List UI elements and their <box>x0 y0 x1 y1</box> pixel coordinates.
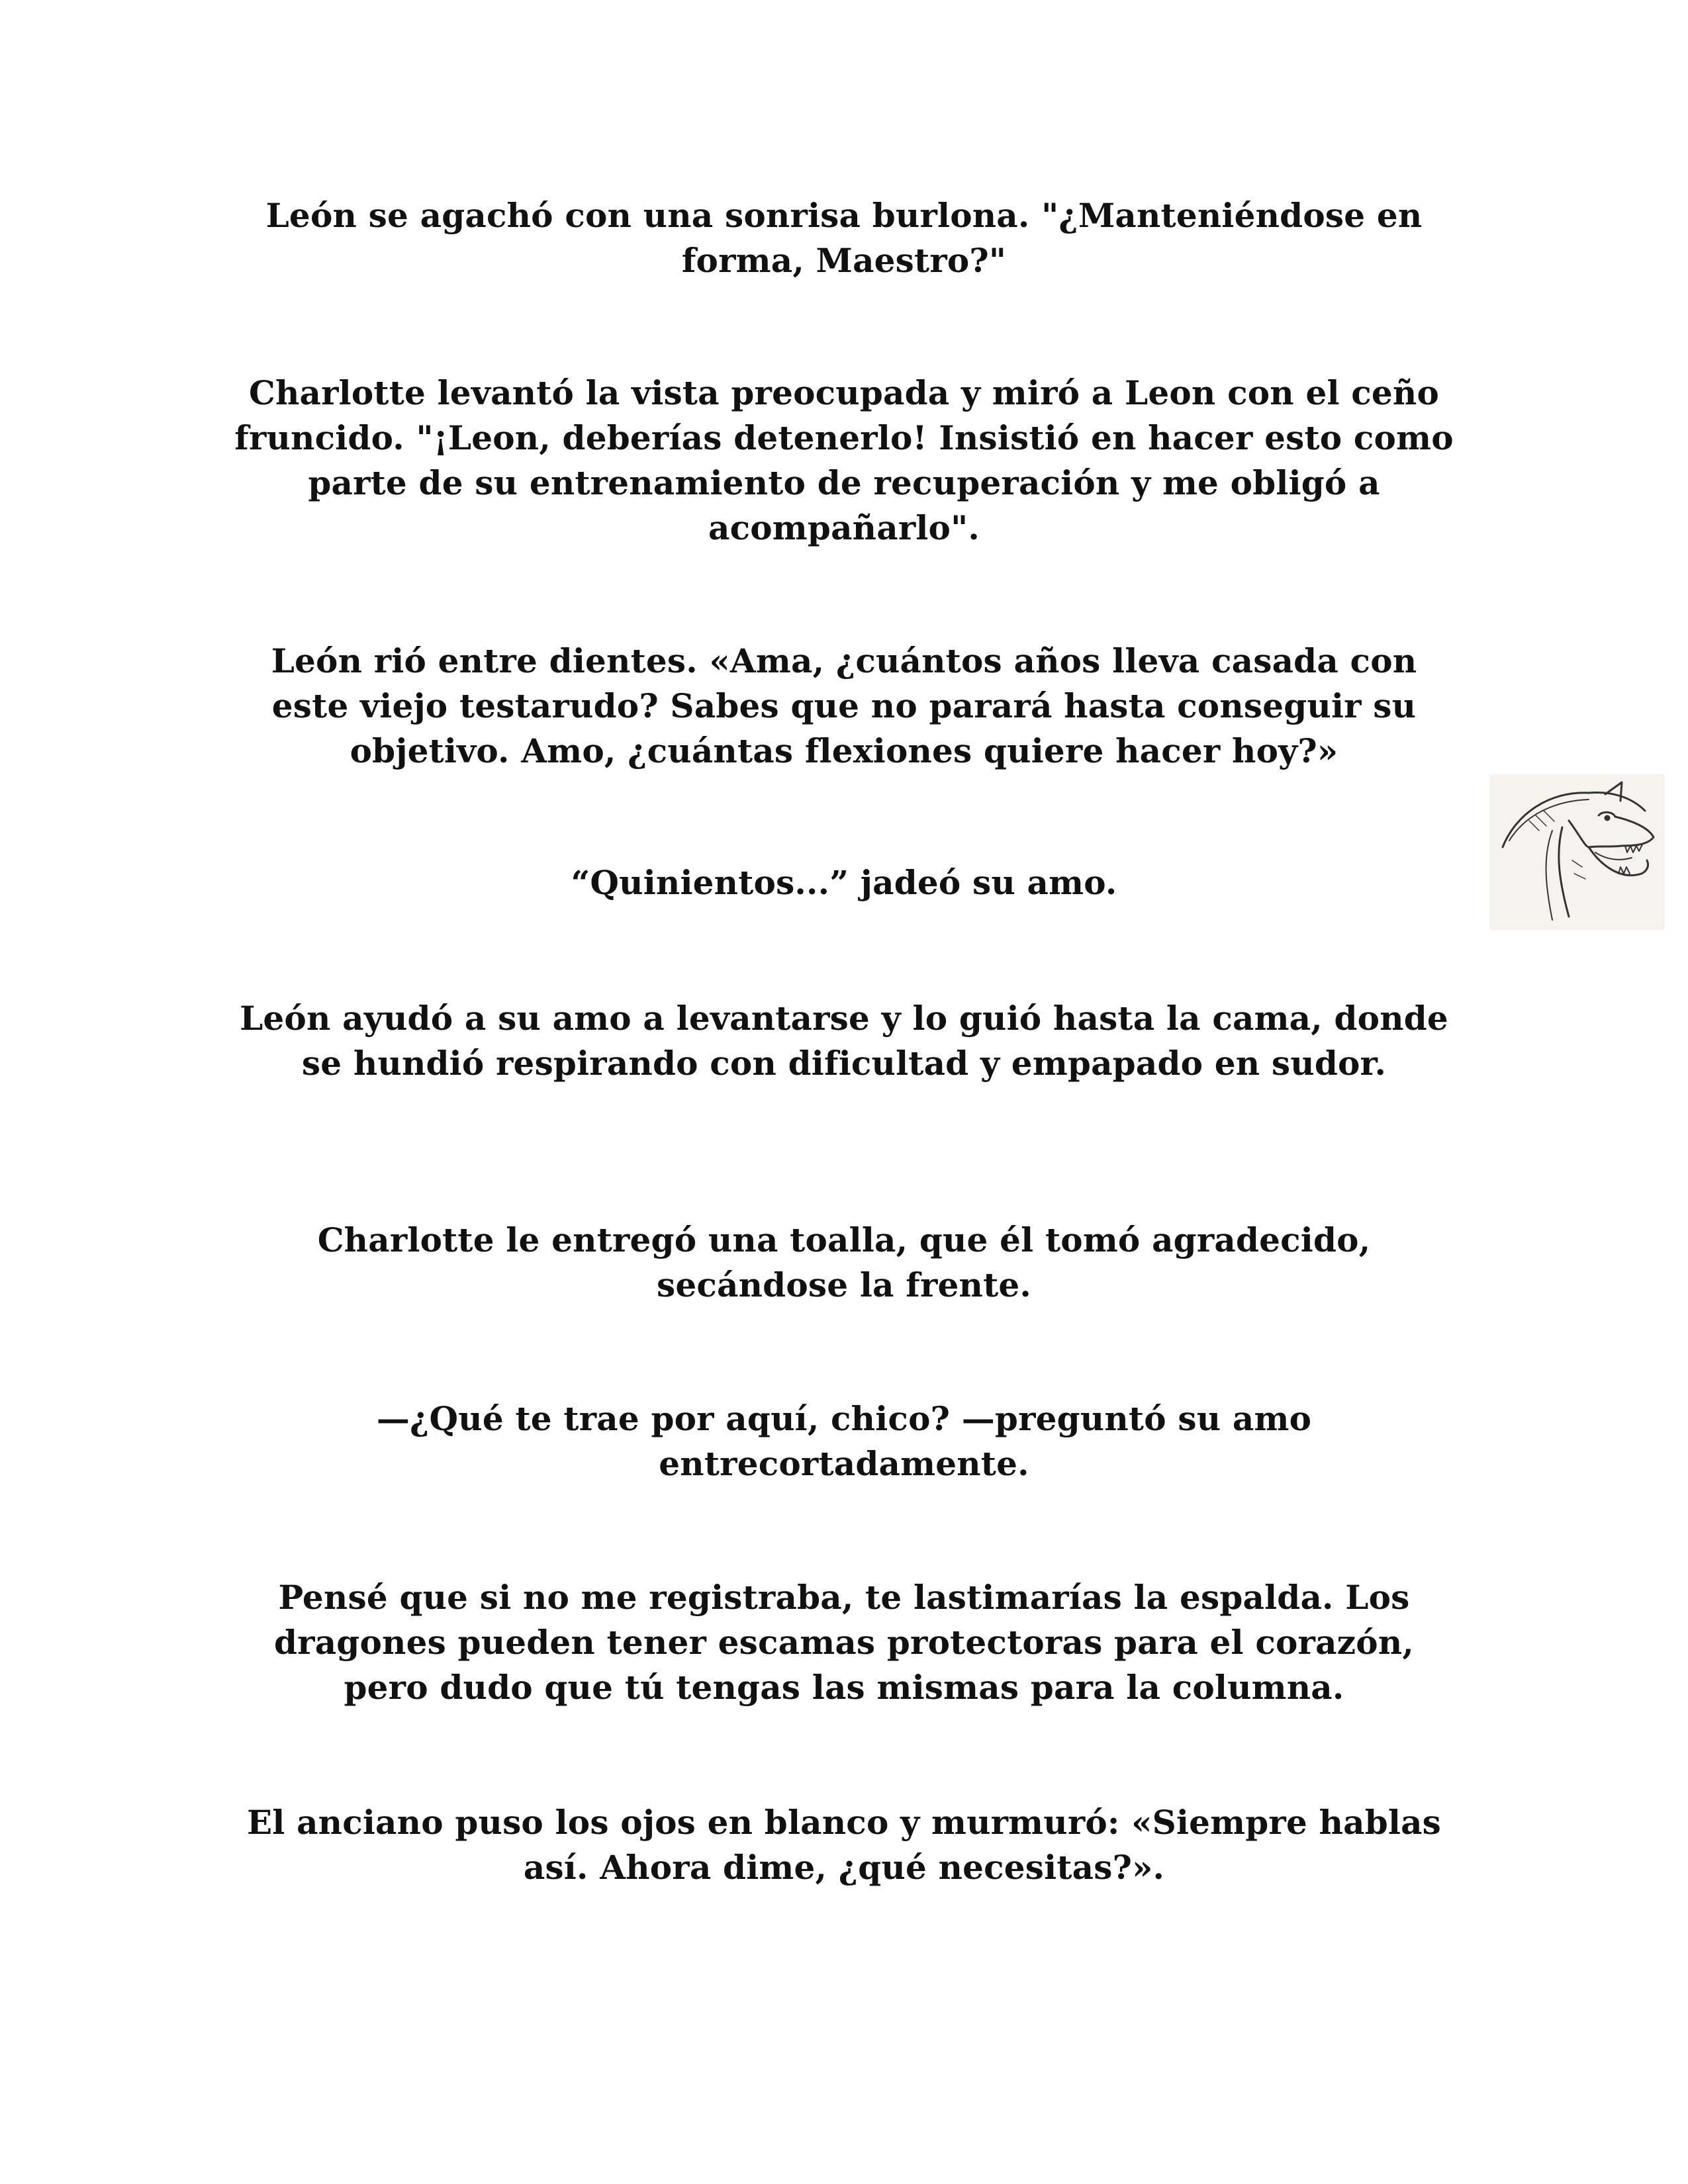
paragraph-5: León ayudó a su amo a levantarse y lo guió hasta la cama, donde se hundió respirando con dificultad y empapado en sudor. <box>240 999 1448 1083</box>
paragraph-1: León se agachó con una sonrisa burlona. "¿Manteniéndose en forma, Maestro?" <box>265 196 1423 280</box>
paragraph-8: Pensé que si no me registraba, te lastimarías la espalda. Los dragones pueden tener escamas protectoras para el corazón, pero dudo que tú tengas las mismas para la columna. <box>274 1578 1414 1707</box>
paragraph-7: —¿Qué te trae por aquí, chico? —preguntó su amo entrecortadamente. <box>376 1399 1312 1483</box>
paragraph-9: El anciano puso los ojos en blanco y murmuró: «Siempre hablas así. Ahora dime, ¿qué necesitas?». <box>246 1803 1442 1887</box>
dragon-head-sketch-icon <box>1489 774 1665 930</box>
paragraph-6: Charlotte le entregó una toalla, que él tomó agradecido, secándose la frente. <box>317 1220 1371 1304</box>
paragraph-2: Charlotte levantó la vista preocupada y miró a Leon con el ceño fruncido. "¡Leon, deberías detenerlo! Insistió en hacer esto como parte de su entrenamiento de recuperación y me obligó a acompañarlo". <box>234 373 1454 547</box>
paragraph-3: León rió entre dientes. «Ama, ¿cuántos años lleva casada con este viejo testarudo? Sabes que no parará hasta conseguir su objetivo. Amo, ¿cuántas flexiones quiere hacer hoy?» <box>271 641 1417 770</box>
paragraph-4: “Quinientos...” jadeó su amo. <box>571 863 1117 902</box>
